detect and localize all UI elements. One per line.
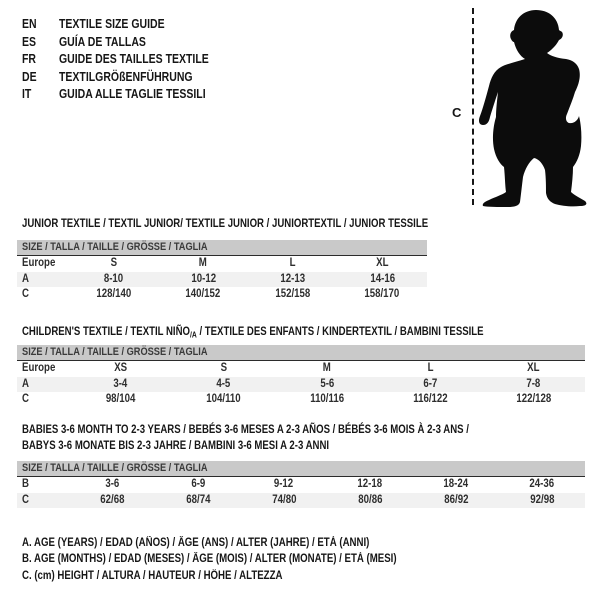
lang-code: DE bbox=[22, 69, 37, 84]
table-row-age bbox=[17, 272, 427, 288]
children-table-title: CHILDREN'S TEXTILE / TEXTIL $NIÑO_{/A}$ / TEXTILE DES ENFANTS / KINDERTEXTIL / BAMBINI TESSILE bbox=[22, 324, 484, 340]
row-label: A bbox=[22, 377, 30, 390]
table-cell: M bbox=[199, 257, 208, 269]
toddler-silhouette-icon bbox=[476, 4, 592, 207]
lang-code: EN bbox=[22, 17, 37, 31]
table-cell: 122/128 bbox=[515, 393, 551, 405]
table-cell: 68/74 bbox=[185, 493, 211, 506]
table-cell: 9-12 bbox=[274, 478, 294, 490]
table-cell: 104/110 bbox=[206, 393, 241, 405]
table-cell: 12-13 bbox=[280, 272, 306, 285]
table-cell: 5-6 bbox=[320, 377, 334, 390]
table-cell: XL bbox=[376, 257, 389, 269]
lang-code: ES bbox=[22, 34, 37, 49]
table-cell: 4-5 bbox=[216, 377, 231, 390]
table-cell: S bbox=[220, 362, 228, 374]
table-cell: 128/140 bbox=[96, 288, 132, 300]
note-b: B. AGE (MONTHS) / EDAD (MESES) / ÂGE (MOIS) / ALTER (MONATE) / ETÀ (MESI) bbox=[22, 553, 397, 566]
table-row-height bbox=[17, 493, 585, 509]
table-cell: M bbox=[322, 362, 332, 374]
legend-notes bbox=[22, 535, 468, 584]
junior-table-title: JUNIOR TEXTILE / TEXTIL JUNIOR/ TEXTILE JUNIOR / JUNIORTEXTIL / JUNIOR TESSILE bbox=[22, 216, 429, 230]
table-cell: 3-6 bbox=[105, 478, 119, 490]
lang-row-fr bbox=[22, 51, 237, 69]
babies-size-table bbox=[17, 461, 585, 508]
lang-title: TEXTILE SIZE GUIDE bbox=[59, 17, 165, 31]
lang-title: GUIDA ALLE TAGLIE TESSILI bbox=[59, 87, 206, 101]
size-header-bar: SIZE / TALLA / TAILLE / GRÖSSE / TAGLIA bbox=[17, 240, 427, 256]
table-row-height bbox=[17, 287, 427, 303]
lang-row-it bbox=[22, 86, 237, 104]
junior-size-table bbox=[17, 240, 427, 303]
table-cell: 116/122 bbox=[413, 393, 448, 405]
table-cell: 6-7 bbox=[423, 377, 438, 390]
table-cell: 80/86 bbox=[357, 493, 383, 506]
row-label: C bbox=[22, 393, 30, 405]
table-cell: 62/68 bbox=[99, 493, 125, 506]
lang-row-es bbox=[22, 34, 237, 52]
lang-row-de bbox=[22, 69, 237, 87]
lang-code: FR bbox=[22, 52, 37, 66]
table-cell: 18-24 bbox=[443, 478, 469, 490]
table-cell: 86/92 bbox=[443, 493, 469, 506]
lang-title: GUÍA DE TALLAS bbox=[59, 34, 146, 49]
row-label: C bbox=[22, 288, 30, 300]
table-cell: S bbox=[110, 257, 117, 269]
lang-title: TEXTILGRÖßENFÜHRUNG bbox=[59, 69, 193, 84]
table-cell: 7-8 bbox=[526, 377, 541, 390]
table-cell: L bbox=[289, 257, 296, 269]
table-cell: 24-36 bbox=[529, 478, 555, 490]
row-label: C bbox=[22, 493, 30, 506]
row-label: B bbox=[22, 478, 30, 490]
size-header-bar: SIZE / TALLA / TAILLE / GRÖSSE / TAGLIA bbox=[17, 345, 585, 361]
table-cell: 98/104 bbox=[105, 393, 136, 405]
table-cell: 14-16 bbox=[369, 272, 395, 285]
table-cell: 92/98 bbox=[529, 493, 555, 506]
table-row-europe bbox=[17, 361, 585, 377]
row-label: A bbox=[22, 272, 30, 285]
lang-title: GUIDE DES TAILLES TEXTILE bbox=[59, 52, 209, 66]
table-cell: L bbox=[427, 362, 434, 374]
table-row-age-months bbox=[17, 477, 585, 493]
lang-code: IT bbox=[22, 87, 32, 101]
table-cell: 8-10 bbox=[104, 272, 124, 285]
table-cell: 140/152 bbox=[185, 288, 221, 300]
table-cell: 3-4 bbox=[113, 377, 128, 390]
table-cell: 158/170 bbox=[364, 288, 400, 300]
note-c: C. (cm) HEIGHT / ALTURA / HAUTEUR / HÖHE / ALTEZZA bbox=[22, 569, 283, 582]
children-size-table bbox=[17, 345, 585, 408]
table-cell: XS bbox=[114, 362, 128, 374]
babies-table-title: BABIES 3-6 MONTH TO 2-3 YEARS / BEBÉS 3-6 MESES A 2-3 AÑOS / BÉBÉS 3-6 MOIS À 2-3 ANS / BABYS 3-6 MONATE BIS 2-3 JAHRE / BAMBINI 3-6 MESI A 2-3 ANNI bbox=[22, 422, 469, 452]
height-measure-label: C bbox=[452, 105, 462, 120]
table-cell: 74/80 bbox=[271, 493, 297, 506]
table-cell: 6-9 bbox=[191, 478, 205, 490]
table-row-europe bbox=[17, 256, 427, 272]
note-a: A. AGE (YEARS) / EDAD (AÑOS) / ÂGE (ANS) / ALTER (JAHRE) / ETÀ (ANNI) bbox=[22, 537, 370, 549]
row-label: Europe bbox=[22, 257, 56, 269]
lang-row-en bbox=[22, 16, 237, 34]
table-cell: XL bbox=[527, 362, 540, 374]
size-header-bar: SIZE / TALLA / TAILLE / GRÖSSE / TAGLIA bbox=[17, 461, 585, 477]
row-label: Europe bbox=[22, 362, 56, 374]
table-row-height bbox=[17, 392, 585, 408]
height-measure-dashed-line bbox=[472, 8, 474, 205]
table-cell: 110/116 bbox=[310, 393, 344, 405]
table-cell: 10-12 bbox=[190, 272, 216, 285]
table-row-age bbox=[17, 377, 585, 393]
table-cell: 12-18 bbox=[357, 478, 383, 490]
language-list bbox=[22, 16, 237, 104]
table-cell: 152/158 bbox=[275, 288, 311, 300]
